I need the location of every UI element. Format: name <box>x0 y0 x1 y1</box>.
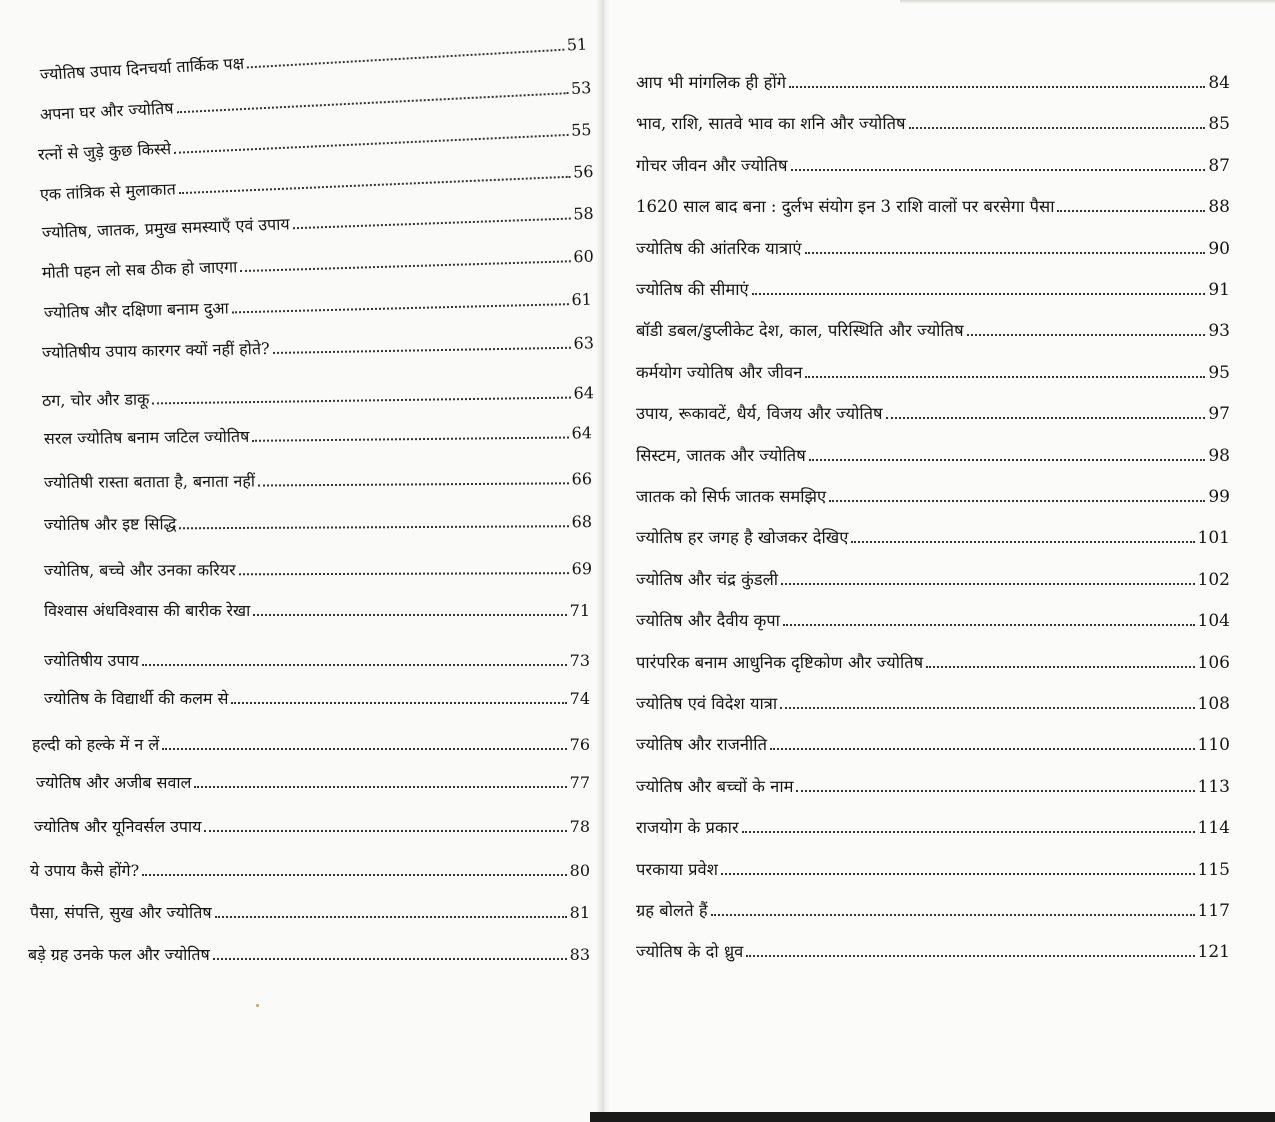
toc-dot-leader <box>829 500 1205 502</box>
toc-entry-page-number: 98 <box>1208 445 1230 466</box>
toc-entry-title: ज्योतिष और इष्ट सिद्धि <box>43 514 177 534</box>
toc-entry-page-number: 68 <box>571 512 593 532</box>
toc-entry-title: जातक को सिर्फ जातक समझिए <box>636 487 827 506</box>
toc-dot-leader <box>789 86 1205 88</box>
toc-entry <box>636 196 1230 218</box>
toc-dot-leader <box>851 541 1194 543</box>
toc-entry-title: ज्योतिष, बच्चे और उनका करियर <box>43 560 236 580</box>
toc-entry-title: ज्योतिष की सीमाएं <box>636 280 749 299</box>
toc-entry-page-number: 63 <box>573 333 595 353</box>
toc-entry <box>636 900 1230 922</box>
toc-entry-title: मोती पहन लो सब ठीक हो जाएगा <box>41 257 238 282</box>
toc-entry-title: बॉडी डबल/डुप्लीकेट देश, काल, परिस्थिति और ज्योतिष <box>636 321 964 341</box>
toc-entry-page-number: 74 <box>569 689 590 708</box>
toc-entry-title: ज्योतिष के विद्यार्थी की कलम से <box>44 689 229 708</box>
toc-entry-title: एक तांत्रिक से मुलाकात <box>39 179 177 204</box>
toc-entry <box>636 445 1230 467</box>
toc-dot-leader <box>780 707 1194 709</box>
toc-dot-leader <box>783 624 1195 626</box>
toc-dot-leader <box>781 583 1194 585</box>
toc-entry-title: ज्योतिषीय उपाय कारगर क्यों नहीं होते? <box>41 339 270 362</box>
toc-entry <box>636 527 1230 549</box>
toc-entry-page-number: 76 <box>569 735 590 754</box>
toc-entry-page-number: 66 <box>571 469 593 489</box>
toc-entry-title: ग्रह बोलते हैं <box>636 901 708 920</box>
toc-entry-page-number: 121 <box>1197 942 1230 963</box>
toc-entry-page-number: 117 <box>1197 901 1230 921</box>
toc-entry <box>636 776 1230 798</box>
toc-dot-leader <box>752 293 1206 295</box>
toc-entry-title: ज्योतिष और राजनीति <box>636 735 767 755</box>
toc-entry <box>636 859 1230 881</box>
toc-entry-page-number: 108 <box>1197 694 1230 714</box>
toc-dot-leader <box>791 169 1206 171</box>
toc-entry-page-number: 83 <box>569 945 590 964</box>
toc-entry-title: हल्दी को हल्के में न लें <box>32 735 160 754</box>
toc-entry-title: ज्योतिष और दैवीय कृपा <box>636 611 780 631</box>
toc-entry-title: उपाय, रूकावटें, धैर्य, विजय और ज्योतिष <box>636 404 883 424</box>
toc-entry <box>636 362 1230 384</box>
toc-entry <box>636 610 1230 632</box>
toc-dot-leader <box>770 748 1195 750</box>
toc-dot-leader <box>796 790 1194 792</box>
toc-entry <box>636 652 1230 674</box>
toc-dot-leader <box>805 376 1205 378</box>
toc-entry-page-number: 61 <box>571 289 593 310</box>
toc-entry-page-number: 95 <box>1208 362 1230 383</box>
toc-entry-page-number: 91 <box>1208 280 1230 300</box>
toc-dot-leader <box>909 127 1206 129</box>
toc-entry-page-number: 60 <box>573 246 595 267</box>
toc-entry-page-number: 114 <box>1197 818 1230 839</box>
toc-entry-title: 1620 साल बाद बना : दुर्लभ संयोग इन 3 राशि वालों पर बरसेगा पैसा <box>636 197 1055 217</box>
toc-entry-page-number: 99 <box>1208 487 1230 507</box>
toc-entry-title: भाव, राशि, सातवे भाव का शनि और ज्योतिष <box>636 114 906 134</box>
toc-dot-leader <box>926 666 1194 668</box>
toc-entry-title: सरल ज्योतिष बनाम जटिल ज्योतिष <box>43 426 250 448</box>
toc-entry <box>636 279 1230 301</box>
toc-dot-leader <box>967 334 1206 336</box>
toc-dot-leader <box>886 417 1206 419</box>
toc-entry-title: ज्योतिष और चंद्र कुंडली <box>636 569 779 589</box>
toc-entry <box>636 734 1230 756</box>
toc-entry-page-number: 101 <box>1197 528 1230 549</box>
toc-entry-title: सिस्टम, जातक और ज्योतिष <box>636 445 806 465</box>
toc-entry-page-number: 102 <box>1197 569 1230 590</box>
toc-entry-page-number: 115 <box>1197 859 1230 880</box>
toc-dot-leader <box>805 252 1206 254</box>
toc-entry-page-number: 56 <box>572 161 594 182</box>
toc-entry-title: ज्योतिष की आंतरिक यात्राएं <box>636 238 802 258</box>
toc-entry-page-number: 58 <box>572 203 594 224</box>
toc-entry-title: ज्योतिषीय उपाय <box>44 651 139 670</box>
toc-entry <box>636 486 1230 508</box>
toc-entry-page-number: 88 <box>1208 197 1230 218</box>
toc-dot-leader <box>721 873 1195 875</box>
toc-dot-leader <box>742 831 1195 833</box>
toc-entry-title: ज्योतिष और बच्चों के नाम <box>636 776 794 796</box>
toc-entry-page-number: 104 <box>1197 611 1230 632</box>
toc-entry-title: राजयोग के प्रकार <box>636 818 739 838</box>
toc-entry-page-number: 77 <box>569 773 590 792</box>
toc-entry-page-number: 71 <box>569 601 590 620</box>
toc-entry-title: ज्योतिष के दो ध्रुव <box>636 942 744 962</box>
toc-entry-title: विश्वास अंधविश्वास की बारीक रेखा <box>44 601 251 620</box>
toc-entry-title: रत्नों से जुड़े कुछ किस्से <box>37 138 172 164</box>
toc-entry-page-number: 80 <box>569 861 590 880</box>
toc-entry-page-number: 85 <box>1208 114 1230 135</box>
toc-entry-page-number: 73 <box>569 651 590 670</box>
toc-dot-leader <box>809 459 1206 461</box>
toc-entry-page-number: 69 <box>571 559 593 579</box>
toc-entry <box>636 817 1230 839</box>
toc-entry-page-number: 110 <box>1197 735 1230 756</box>
toc-entry-page-number: 87 <box>1208 155 1230 176</box>
toc-entry-title: ज्योतिषी रास्ता बताता है, बनाता नहीं <box>43 471 256 492</box>
toc-entry-title: पैसा, संपत्ति, सुख और ज्योतिष <box>30 903 212 922</box>
toc-entry-title: ये उपाय कैसे होंगे? <box>30 861 140 880</box>
toc-entry-page-number: 106 <box>1197 652 1230 673</box>
toc-entry <box>636 155 1230 177</box>
toc-entry-page-number: 97 <box>1208 404 1230 425</box>
toc-entry-page-number: 113 <box>1197 776 1230 797</box>
paper-speck <box>256 1004 259 1007</box>
toc-dot-leader <box>711 914 1195 916</box>
toc-entry <box>636 569 1230 591</box>
toc-entry-page-number: 84 <box>1208 73 1230 93</box>
toc-entry-page-number: 55 <box>570 119 592 140</box>
toc-entry-page-number: 51 <box>566 34 588 55</box>
toc-entry-page-number: 64 <box>573 383 595 403</box>
toc-entry <box>636 113 1230 135</box>
toc-entry-title: पारंपरिक बनाम आधुनिक दृष्टिकोण और ज्योतिष <box>636 652 924 672</box>
toc-entry <box>636 693 1230 715</box>
toc-entry-page-number: 81 <box>569 903 590 922</box>
toc-entry <box>636 320 1230 342</box>
toc-entry-title: ठग, चोर और डाकू <box>41 389 150 410</box>
toc-entry-title: कर्मयोग ज्योतिष और जीवन <box>636 362 803 382</box>
toc-entry-title: ज्योतिष और दक्षिणा बनाम दुआ <box>43 298 229 322</box>
page-bottom-edge <box>590 1112 1275 1122</box>
toc-entry-title: परकाया प्रवेश <box>636 859 718 879</box>
toc-entry-title: अपना घर और ज्योतिष <box>39 98 174 124</box>
toc-dot-leader <box>1057 210 1205 212</box>
toc-entry-title: ज्योतिष और अजीब सवाल <box>36 773 192 792</box>
toc-dot-leader <box>746 955 1194 957</box>
toc-entry-title: बड़े ग्रह उनके फल और ज्योतिष <box>28 945 210 964</box>
toc-entry <box>636 238 1230 260</box>
toc-entry-title: ज्योतिष हर जगह है खोजकर देखिए <box>636 528 849 548</box>
toc-entry-title: ज्योतिष एवं विदेश यात्रा <box>636 694 778 713</box>
toc-entry-title: ज्योतिष और यूनिवर्सल उपाय <box>34 817 202 836</box>
toc-entry <box>636 72 1230 94</box>
toc-entry-title: ज्योतिष उपाय दिनचर्या तार्किक पक्ष <box>39 53 245 84</box>
toc-entry-title: गोचर जीवन और ज्योतिष <box>636 155 788 175</box>
toc-entry-title: ज्योतिष, जातक, प्रमुख समस्याएँ एवं उपाय <box>41 214 290 242</box>
toc-entry-page-number: 93 <box>1208 321 1230 342</box>
toc-entry-page-number: 64 <box>571 423 593 443</box>
toc-entry-page-number: 90 <box>1208 238 1230 259</box>
toc-entry-page-number: 78 <box>569 817 590 836</box>
toc-entry <box>636 403 1230 425</box>
toc-entry-title: आप भी मांगलिक ही होंगे <box>636 73 787 92</box>
toc-entry-page-number: 53 <box>570 78 592 99</box>
toc-entry <box>636 941 1230 963</box>
